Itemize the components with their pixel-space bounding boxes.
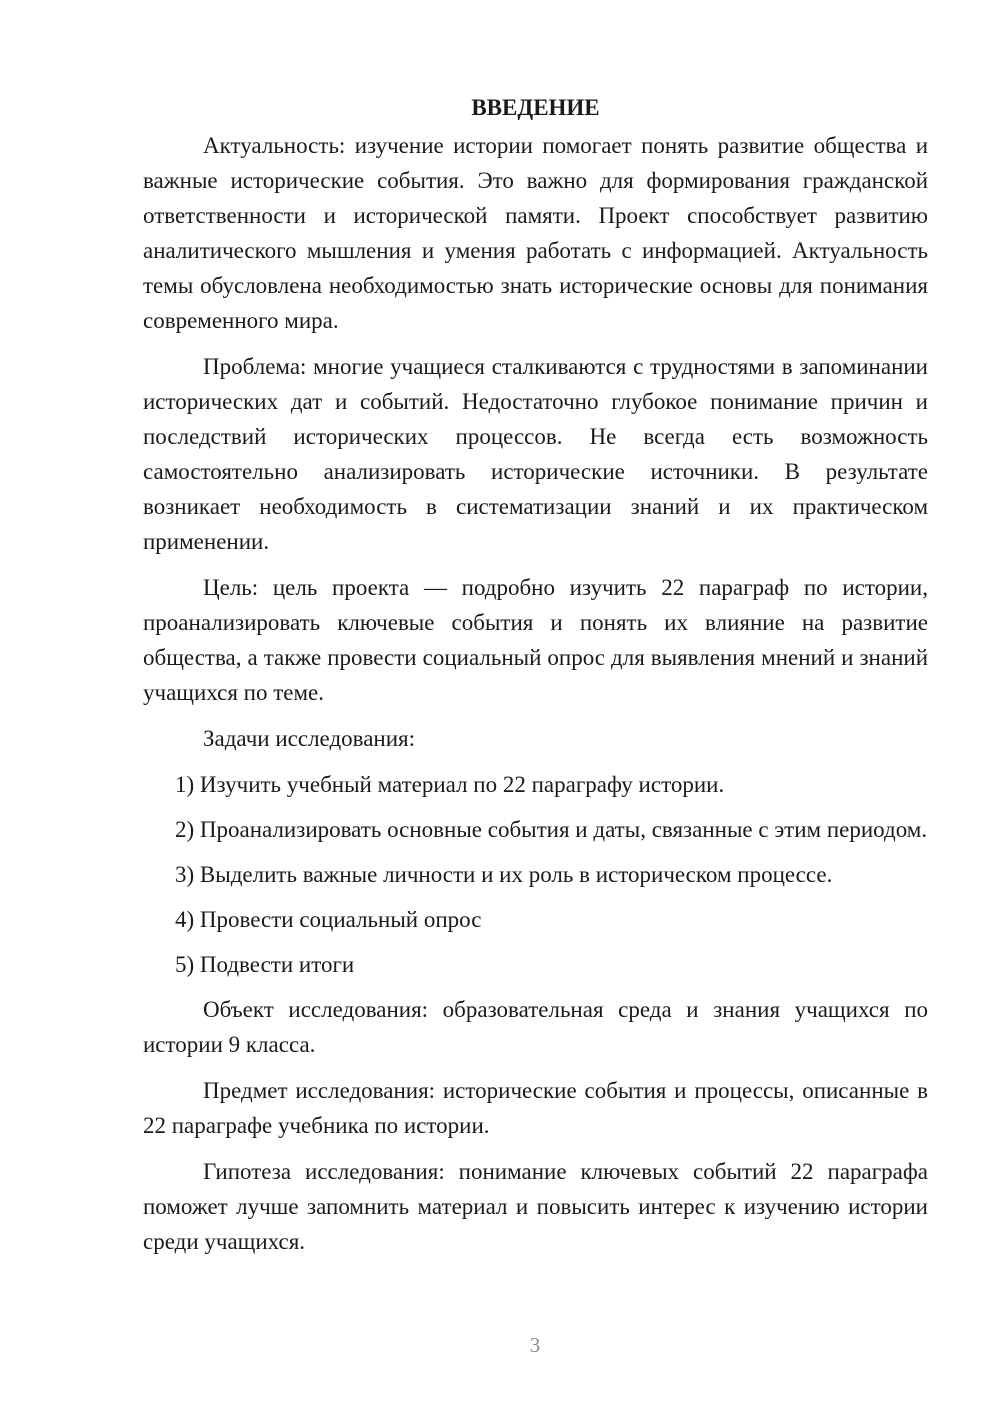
task-item-2: 2) Проанализировать основные события и даты, связанные с этим периодом.: [175, 817, 928, 842]
problem-paragraph: Проблема: многие учащиеся сталкиваются с трудностями в запоминании исторических дат и событий. Недостаточно глубокое понимание причин и последствий исторических процессов. Не всегда есть возможность самостоятельно анализировать исторические источники. В результате возникает необходимость в систематизации знаний и их практическом применении.: [143, 354, 928, 554]
object-paragraph: Объект исследования: образовательная среда и знания учащихся по истории 9 класса.: [143, 997, 928, 1057]
goal-paragraph: Цель: цель проекта — подробно изучить 22 параграф по истории, проанализировать ключевые события и понять их влияние на развитие общества, а также провести социальный опрос для выявления мнений и знаний учащихся по теме.: [143, 575, 928, 705]
task-item-1: 1) Изучить учебный материал по 22 параграфу истории.: [175, 772, 725, 797]
task-item-3: 3) Выделить важные личности и их роль в историческом процессе.: [175, 862, 833, 887]
page-number: 3: [529, 1333, 541, 1357]
tasks-heading: Задачи исследования:: [203, 726, 416, 751]
task-item-5: 5) Подвести итоги: [175, 952, 355, 977]
relevance-paragraph: Актуальность: изучение истории помогает понять развитие общества и важные исторические события. Это важно для формирования гражданской ответственности и исторической памяти. Проект способствует развитию аналитического мышления и умения работать с информацией. Актуальность темы обусловлена необходимостью знать исторические основы для понимания современного мира.: [143, 133, 928, 333]
section-title: ВВЕДЕНИЕ: [471, 95, 600, 120]
document-page: [143, 90, 928, 1270]
task-item-4: 4) Провести социальный опрос: [175, 907, 482, 932]
subject-paragraph: Предмет исследования: исторические события и процессы, описанные в 22 параграфе учебника по истории.: [143, 1078, 928, 1138]
hypothesis-paragraph: Гипотеза исследования: понимание ключевых событий 22 параграфа поможет лучше запомнить материал и повысить интерес к изучению истории среди учащихся.: [143, 1159, 928, 1254]
